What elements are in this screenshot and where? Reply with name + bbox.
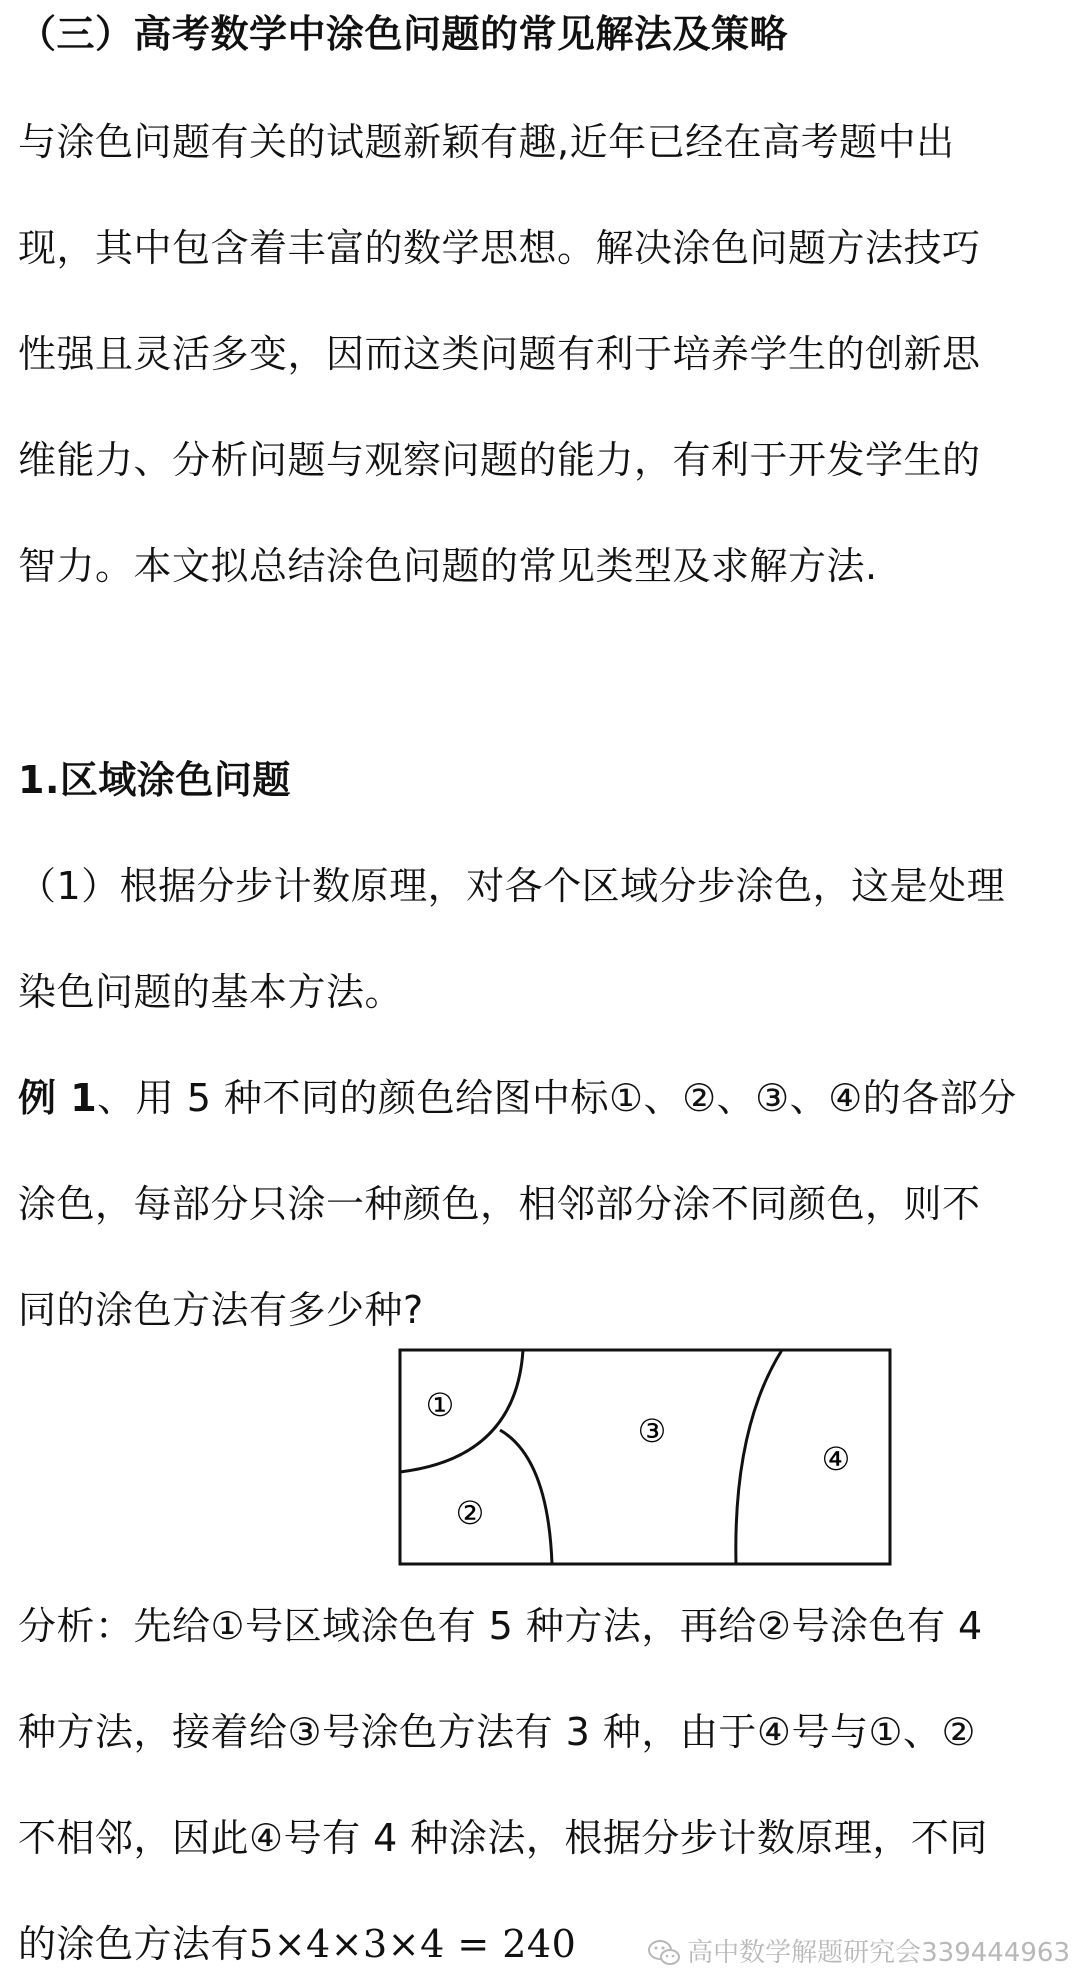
example-line-1 xyxy=(18,1074,1062,1122)
region-label-2: ② xyxy=(455,1494,485,1532)
intro-line-3: 性强且灵活多变，因而这类问题有利于培养学生的创新思 xyxy=(18,332,981,376)
region-label-4: ④ xyxy=(821,1440,851,1478)
wechat-icon xyxy=(647,1939,681,1967)
page-heading: （三）高考数学中涂色问题的常见解法及策略 xyxy=(18,12,789,56)
example-label: 例 1 xyxy=(18,1076,98,1120)
example-text: 、用 5 种不同的颜色给图中标①、②、③、④的各部分 xyxy=(97,1076,1017,1120)
region-diagram xyxy=(398,1348,892,1566)
method-line-2: 染色问题的基本方法。 xyxy=(18,970,404,1014)
result-formula: 5×4×3×4 = 240 xyxy=(249,1922,577,1966)
boundary-1-2 xyxy=(400,1350,523,1472)
boundary-3-4 xyxy=(736,1350,782,1564)
intro-line-5: 智力。本文拟总结涂色问题的常见类型及求解方法. xyxy=(18,544,878,588)
region-label-1: ① xyxy=(425,1386,455,1424)
intro-line-2: 现，其中包含着丰富的数学思想。解决涂色问题方法技巧 xyxy=(18,226,981,270)
analysis-line-1: 分析：先给①号区域涂色有 5 种方法，再给②号涂色有 4 xyxy=(18,1604,983,1648)
method-line-1: （1）根据分步计数原理，对各个区域分步涂色，这是处理 xyxy=(18,864,1006,908)
watermark-text: 高中数学解题研究会339444963 xyxy=(687,1938,1070,1968)
example-line-3: 同的涂色方法有多少种? xyxy=(18,1288,424,1332)
analysis-line-3: 不相邻，因此④号有 4 种涂法，根据分步计数原理，不同 xyxy=(18,1816,988,1860)
example-line-2: 涂色，每部分只涂一种颜色，相邻部分涂不同颜色，则不 xyxy=(18,1182,981,1226)
intro-line-1: 与涂色问题有关的试题新颖有趣,近年已经在高考题中出 xyxy=(18,120,955,164)
analysis-line-2: 种方法，接着给③号涂色方法有 3 种，由于④号与①、② xyxy=(18,1710,977,1754)
boundary-2-3 xyxy=(500,1430,552,1564)
section-title: 1.区域涂色问题 xyxy=(18,758,291,802)
watermark xyxy=(647,1936,1070,1970)
intro-line-4: 维能力、分析问题与观察问题的能力，有利于开发学生的 xyxy=(18,438,981,482)
analysis-prefix: 的涂色方法有 xyxy=(18,1922,250,1966)
region-label-3: ③ xyxy=(637,1412,667,1450)
